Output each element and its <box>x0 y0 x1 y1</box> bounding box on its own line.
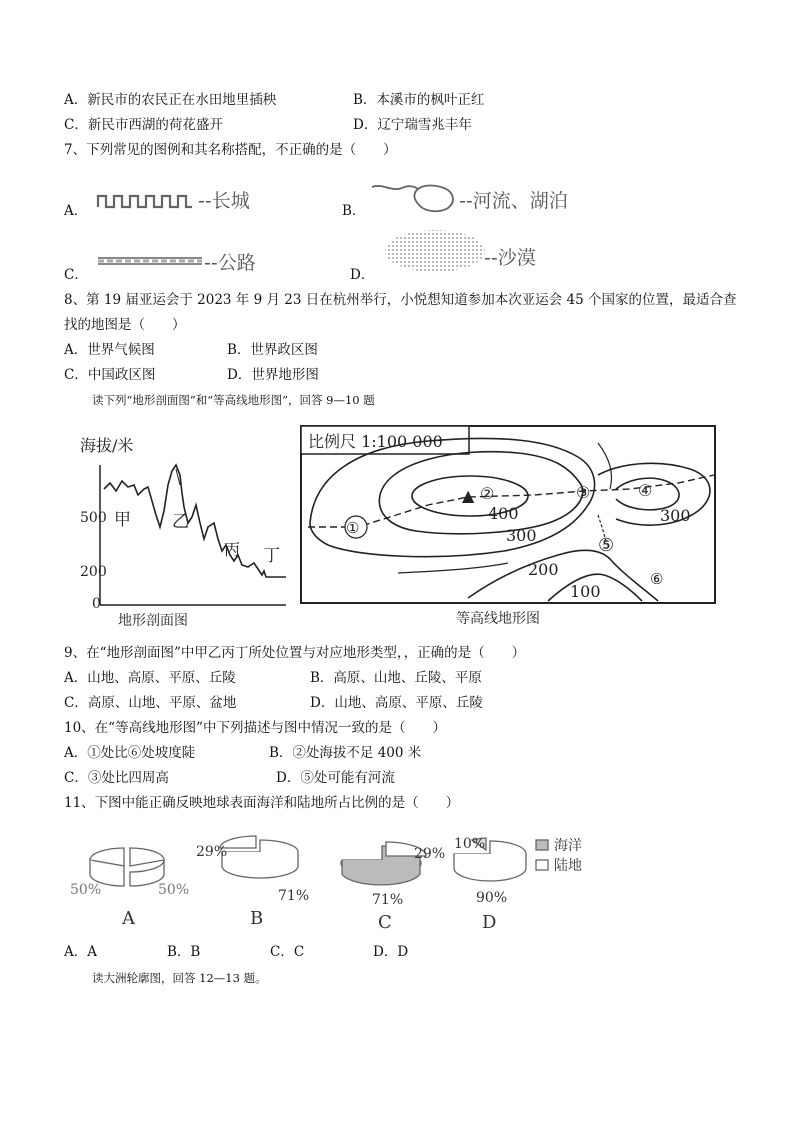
q10-option-d: D．⑤处可能有河流 <box>276 770 395 786</box>
legend-ocean-label: 海洋 <box>554 838 582 854</box>
pie-d-letter: D <box>482 912 497 933</box>
pie-c-letter: C <box>378 912 392 933</box>
q6-option-d: D．辽宁瑞雪兆丰年 <box>353 117 472 133</box>
q8-stem-line2: 找的地图是（ ） <box>64 317 186 333</box>
profile-tick-0: 0 <box>92 596 101 612</box>
profile-ylabel: 海拔/米 <box>80 436 134 455</box>
profile-tick-200: 200 <box>80 564 107 580</box>
contour-label-200: 200 <box>528 560 559 579</box>
pie-a-ocean-label: 50% <box>70 882 102 898</box>
contour-caption: 等高线地形图 <box>456 611 540 627</box>
legend-land-label: 陆地 <box>554 858 582 874</box>
legend-land-swatch <box>536 860 548 870</box>
profile-line <box>104 465 286 577</box>
q11-option-a: A．A <box>64 944 97 960</box>
ocean-land-pie-figure <box>60 830 620 934</box>
q9-option-a: A．山地、高原、平原、丘陵 <box>64 670 236 686</box>
q8-option-c: C．中国政区图 <box>64 367 156 383</box>
pie-a-letter: A <box>122 908 135 929</box>
q8-option-b: B．世界政区图 <box>227 342 318 358</box>
legend-ocean-swatch <box>536 840 548 850</box>
pie-d-ocean-label: 10% <box>454 836 486 852</box>
q8-option-d: D．世界地形图 <box>227 367 319 383</box>
pie-d-land-label: 90% <box>476 890 508 906</box>
q7-option-d-label: --沙漠 <box>484 247 536 269</box>
point-5: ⑤ <box>598 535 615 556</box>
q11-option-c: C．C <box>270 944 305 960</box>
q11-stem: 11、下图中能正确反映地球表面海洋和陆地所占比例的是（ ） <box>64 795 460 811</box>
profile-tick-500: 500 <box>80 510 107 526</box>
point-1: ① <box>346 519 360 537</box>
contour-label-300-right: 300 <box>660 506 691 525</box>
great-wall-legend-icon <box>96 190 194 212</box>
q9-stem: 9、在“地形剖面图”中甲乙丙丁所处位置与对应地形类型，，正确的是（ ） <box>64 645 526 661</box>
point-6: ⑥ <box>650 570 664 588</box>
point-4: ④ <box>638 481 653 500</box>
q7-option-b-label: --河流、湖泊 <box>459 190 568 212</box>
q7-stem: 7、下列常见的图例和其名称搭配，不正确的是（ ） <box>64 142 397 158</box>
q6-option-a: A．新民市的农民正在水田地里插秧 <box>64 92 277 108</box>
q8-stem-line1: 8、第 19 届亚运会于 2023 年 9 月 23 日在杭州举行，小悦想知道参加本次亚运会 45 个国家的位置，最适合查 <box>64 292 737 308</box>
q10-option-a: A．①处比⑥处坡度陡 <box>64 745 196 761</box>
desert-legend-icon <box>383 228 487 274</box>
q7-option-d-letter: D． <box>350 267 375 283</box>
pie-a-right-top <box>130 848 164 866</box>
profile-label-bing: 丙 <box>224 540 241 559</box>
pie-a-land-label: 50% <box>158 882 190 898</box>
q9-option-d: D．山地、高原、平原、丘陵 <box>310 695 483 711</box>
q10-option-b: B．②处海拔不足 400 米 <box>269 745 422 761</box>
pie-c-land-label: 29% <box>414 846 446 862</box>
q7-option-c-label: --公路 <box>204 252 256 274</box>
profile-label-jia: 甲 <box>114 510 131 530</box>
highway-legend-icon <box>96 254 204 268</box>
pie-b-ocean-label: 29% <box>196 844 228 860</box>
pie-c-ocean-label: 71% <box>372 892 404 908</box>
contour-label-300-left: 300 <box>506 526 537 545</box>
summit-marker: ▲ <box>462 486 475 505</box>
q11-option-d: D．D <box>373 944 409 960</box>
q7-option-c-letter: C． <box>64 267 88 283</box>
contour-label-400: 400 <box>488 504 519 523</box>
point-3: ③ <box>576 483 591 502</box>
terrain-profile-figure <box>58 415 290 630</box>
scale-text: 比例尺 1:100 000 <box>308 432 443 451</box>
q6-option-c: C．新民市西湖的荷花盛开 <box>64 117 223 133</box>
profile-label-ding: 丁 <box>263 546 280 566</box>
point-2: ② <box>480 484 495 503</box>
q10-option-c: C．③处比四周高 <box>64 770 169 786</box>
river-lake-legend-icon <box>370 180 460 216</box>
q9-option-c: C．高原、山地、平原、盆地 <box>64 695 237 711</box>
q11-option-b: B．B <box>167 944 201 960</box>
q9-option-b: B．高原、山地、丘陵、平原 <box>310 670 482 686</box>
q6-option-b: B．本溪市的枫叶正红 <box>353 92 485 108</box>
intro-9-10: 读下列“地形剖面图”和“等高线地形图”，回答 9—10 题 <box>92 393 375 407</box>
q10-stem: 10、在“等高线地形图”中下列描述与图中情况一致的是（ ） <box>64 720 446 736</box>
pie-b-land-label: 71% <box>278 888 310 904</box>
pie-b-letter: B <box>250 908 264 929</box>
intro-12-13: 读大洲轮廓图，回答 12—13 题。 <box>92 971 267 985</box>
q8-option-a: A．世界气候图 <box>64 342 155 358</box>
q7-option-a-letter: A． <box>64 203 88 219</box>
contour-map-figure <box>298 423 722 629</box>
contour-label-100: 100 <box>570 582 601 601</box>
q7-option-b-letter: B． <box>342 203 366 219</box>
profile-label-yi: 乙 <box>172 512 189 532</box>
profile-caption: 地形剖面图 <box>118 613 188 629</box>
q7-option-a-label: --长城 <box>198 190 250 212</box>
